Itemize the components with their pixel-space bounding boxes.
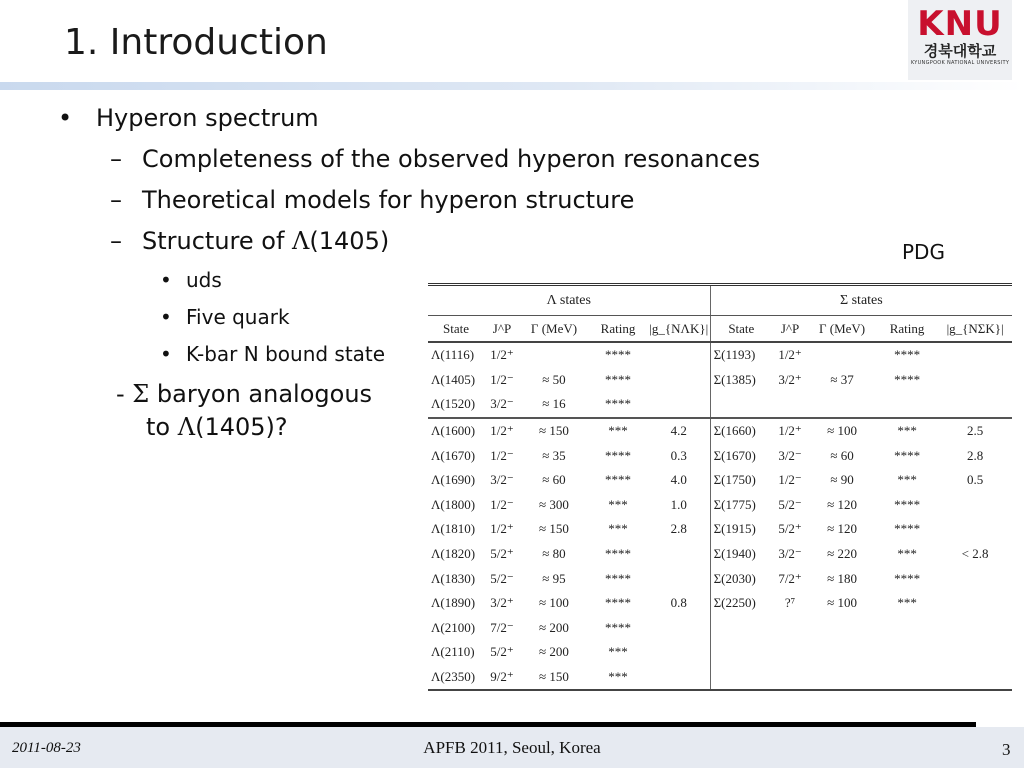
lambda-jp-cell: 9/2⁺	[484, 665, 520, 691]
table-row	[428, 517, 1012, 542]
sigma-rating-cell	[876, 665, 938, 691]
bullet-completeness	[110, 145, 760, 173]
lambda-coupling-cell	[648, 368, 710, 393]
sigma-width-cell: ≈ 120	[827, 521, 857, 537]
slide-title: 1. Introduction	[64, 22, 328, 63]
sigma-jp-cell: 5/2⁻	[778, 496, 802, 512]
lambda-rating-cell: ****	[605, 347, 631, 363]
title-bar	[0, 0, 1024, 90]
sigma-coupling-cell: 2.8	[966, 447, 984, 463]
table-row	[428, 443, 1012, 468]
sigma-rating-cell: ***	[897, 546, 917, 562]
table-row	[428, 493, 1012, 518]
lambda-coupling-cell: 4.2	[670, 423, 687, 439]
sigma-state-cell	[710, 392, 772, 418]
lambda-width-cell: ≈ 200	[539, 619, 569, 635]
lambda-jp-cell: 5/2⁺	[490, 546, 514, 562]
table-row	[428, 665, 1012, 691]
lambda-jp-cell: 1/2⁺	[490, 423, 514, 439]
lambda-state-cell: Λ(1520)	[428, 392, 484, 418]
table-row	[428, 418, 1012, 444]
lambda-coupling-cell	[648, 542, 710, 567]
lambda-rating-cell: ****	[605, 472, 631, 488]
lambda-width-cell: ≈ 60	[542, 472, 566, 488]
lambda-state-cell: Λ(2100)	[431, 619, 476, 635]
lambda-jp-cell: 5/2⁻	[490, 570, 514, 586]
sigma-state-cell	[710, 665, 772, 691]
sigma-jp-cell	[772, 640, 808, 665]
sigma-jp-cell: ?⁷	[784, 595, 796, 611]
lambda-coupling-cell: 1.0	[670, 496, 687, 512]
sigma-coupling-cell	[938, 517, 1012, 542]
col-header-width: Γ (MeV)	[520, 316, 588, 343]
to-prefix: to	[146, 413, 178, 441]
sigma-state-cell: Σ(1193)	[710, 342, 772, 368]
col-header-g-lambda: |g_{NΛK}|	[648, 316, 710, 343]
lambda-rating-cell: ***	[608, 423, 628, 439]
lambda-rating-cell: ****	[605, 619, 631, 635]
sigma-state-cell: Σ(1670)	[710, 443, 772, 468]
lambda-state-cell: Λ(1810)	[431, 521, 476, 537]
lambda-state-cell: Λ(1830)	[431, 570, 476, 586]
lambda-width-cell: ≈ 100	[539, 595, 569, 611]
to-lambda-line	[146, 413, 288, 441]
lambda-coupling-cell: 0.8	[670, 595, 687, 611]
logo-english-text: KYUNGPOOK NATIONAL UNIVERSITY	[910, 60, 1010, 66]
sigma-rating-cell	[876, 640, 938, 665]
lambda-coupling-cell: 2.8	[670, 521, 687, 537]
sigma-coupling-cell	[938, 566, 1012, 591]
sigma-rating-cell: ****	[894, 521, 921, 537]
sigma-width-cell: ≈ 60	[830, 447, 854, 463]
lambda-rating-cell: ****	[588, 392, 648, 418]
col-header-rating: Rating	[876, 316, 938, 343]
bullet-marker: •	[160, 305, 172, 329]
lambda-width-cell: ≈ 16	[520, 392, 588, 418]
lambda-rating-cell: ****	[605, 371, 631, 387]
sigma-width-cell	[808, 665, 876, 691]
sigma-group-header: Σ states	[710, 285, 1012, 316]
bullet-text: K-bar N bound state	[186, 342, 386, 366]
sigma-jp-cell: 5/2⁺	[778, 521, 802, 537]
to-suffix: (1405)?	[195, 413, 288, 441]
sigma-width-cell: ≈ 180	[827, 570, 857, 586]
sigma-width-cell	[808, 616, 876, 641]
lambda-state-cell: Λ(1405)	[431, 371, 476, 387]
dash-marker: –	[110, 227, 122, 255]
lambda-coupling-cell	[648, 342, 710, 368]
bullet-hyperon-spectrum	[58, 104, 319, 132]
bullet-marker: •	[160, 268, 172, 292]
lambda-jp-cell: 1/2⁻	[490, 371, 514, 387]
sigma-state-cell: Σ(1915)	[710, 517, 772, 542]
lambda-rating-cell: ***	[608, 644, 628, 660]
lambda-width-cell: ≈ 80	[542, 546, 566, 562]
table-row	[428, 616, 1012, 641]
sigma-text: baryon analogous	[149, 380, 373, 408]
lambda-jp-cell: 3/2⁺	[490, 595, 514, 611]
lambda-state-cell: Λ(1116)	[431, 347, 475, 363]
sigma-width-cell: ≈ 37	[830, 371, 854, 387]
lambda-state-cell: Λ(2110)	[431, 644, 475, 660]
sigma-state-cell	[710, 640, 772, 665]
sigma-width-cell: ≈ 120	[827, 496, 857, 512]
lambda-jp-cell: 1/2⁻	[490, 496, 514, 512]
lambda-width-cell: ≈ 150	[520, 665, 588, 691]
sigma-rating-cell: ****	[894, 447, 921, 463]
col-header-state: State	[428, 316, 484, 343]
bullet-text: Structure of	[142, 227, 293, 255]
table-row	[428, 640, 1012, 665]
lambda-state-cell: Λ(1820)	[431, 546, 476, 562]
sigma-jp-cell	[772, 616, 808, 641]
sigma-width-cell	[808, 640, 876, 665]
lambda-rating-cell: ****	[605, 570, 631, 586]
sigma-coupling-cell	[938, 640, 1012, 665]
sigma-state-cell: Σ(2030)	[710, 566, 772, 591]
bullet-text-suffix: (1405)	[309, 227, 390, 255]
sigma-coupling-cell	[938, 392, 1012, 418]
sigma-rating-cell: ****	[894, 496, 921, 512]
sigma-jp-cell: 3/2⁻	[778, 546, 802, 562]
bullet-five-quark	[160, 305, 290, 329]
lambda-coupling-cell	[648, 616, 710, 641]
lambda-coupling-cell	[648, 640, 710, 665]
hyperon-states-table	[428, 283, 1012, 691]
dash-marker: –	[110, 145, 122, 173]
sigma-width-cell: ≈ 100	[827, 423, 857, 439]
sigma-width-cell	[808, 342, 876, 368]
logo-main-text: KNU	[917, 4, 1003, 44]
footer-date: 2011-08-23	[12, 740, 81, 756]
sigma-state-cell: Σ(2250)	[710, 591, 772, 616]
lambda-symbol: Λ	[177, 413, 196, 441]
lambda-coupling-cell	[648, 392, 710, 418]
col-header-g-sigma: |g_{NΣK}|	[938, 316, 1012, 343]
lambda-width-cell: ≈ 200	[539, 644, 569, 660]
sigma-rating-cell	[876, 392, 938, 418]
lambda-jp-cell: 1/2⁺	[490, 347, 514, 363]
table-row	[428, 392, 1012, 418]
sigma-state-cell: Σ(1940)	[710, 542, 772, 567]
sigma-coupling-cell: < 2.8	[961, 546, 989, 562]
sigma-coupling-cell	[938, 368, 1012, 393]
title-strip	[0, 82, 1024, 90]
col-header-rating: Rating	[588, 316, 648, 343]
sigma-rating-cell: ***	[897, 423, 917, 439]
lambda-jp-cell: 1/2⁺	[490, 521, 514, 537]
bullet-theoretical-models	[110, 186, 634, 214]
table-body	[428, 342, 1012, 690]
sigma-coupling-cell	[938, 665, 1012, 691]
bullet-uds	[160, 268, 222, 292]
bullet-text: Theoretical models for hyperon structure	[142, 186, 635, 214]
lambda-state-cell: Λ(1800)	[431, 496, 476, 512]
sigma-rating-cell: ***	[897, 472, 917, 488]
col-header-jp: J^P	[484, 316, 520, 343]
lambda-rating-cell: ***	[608, 521, 628, 537]
footer-conference: APFB 2011, Seoul, Korea	[423, 738, 601, 757]
col-header-state: State	[710, 316, 772, 343]
sigma-state-cell	[710, 616, 772, 641]
bullet-text: Hyperon spectrum	[96, 104, 319, 132]
sigma-rating-cell	[876, 616, 938, 641]
lambda-coupling-cell	[648, 566, 710, 591]
sigma-jp-cell: 3/2⁻	[778, 447, 802, 463]
lambda-symbol: Λ	[292, 227, 310, 255]
lambda-rating-cell: ****	[605, 595, 631, 611]
lambda-jp-cell: 7/2⁻	[490, 619, 514, 635]
lambda-width-cell: ≈ 50	[542, 371, 566, 387]
footer-page-number: 3	[1002, 740, 1011, 759]
sigma-width-cell: ≈ 90	[830, 472, 854, 488]
sigma-jp-cell	[772, 392, 808, 418]
bullet-marker: •	[160, 342, 172, 366]
sigma-rating-cell: ***	[897, 595, 917, 611]
sigma-state-cell: Σ(1775)	[710, 493, 772, 518]
col-header-width: Γ (MeV)	[808, 316, 876, 343]
sigma-width-cell: ≈ 100	[827, 595, 857, 611]
lambda-rating-cell: ****	[605, 546, 631, 562]
lambda-jp-cell: 1/2⁻	[490, 447, 514, 463]
bullet-structure-lambda	[110, 227, 389, 255]
lambda-width-cell: ≈ 35	[542, 447, 566, 463]
table-row	[428, 368, 1012, 393]
lambda-jp-cell: 3/2⁻	[490, 472, 514, 488]
sigma-dash: -	[116, 380, 133, 408]
sigma-width-cell: ≈ 220	[827, 546, 857, 562]
sigma-rating-cell: ****	[894, 570, 921, 586]
lambda-state-cell: Λ(1690)	[431, 472, 476, 488]
table-row	[428, 468, 1012, 493]
logo-korean-text: 경북대학교	[923, 42, 997, 60]
lambda-coupling-cell	[648, 665, 710, 691]
sigma-coupling-cell	[938, 493, 1012, 518]
sigma-symbol: Σ	[132, 380, 150, 408]
lambda-state-cell: Λ(1670)	[431, 447, 476, 463]
dash-marker: –	[110, 186, 122, 214]
lambda-state-cell: Λ(2350)	[428, 665, 484, 691]
sigma-width-cell	[808, 392, 876, 418]
lambda-jp-cell: 3/2⁻	[484, 392, 520, 418]
bullet-text: Five quark	[186, 305, 290, 329]
table-row	[428, 542, 1012, 567]
lambda-width-cell: ≈ 150	[539, 521, 569, 537]
sigma-coupling-cell	[938, 591, 1012, 616]
sigma-jp-cell: 1/2⁻	[778, 472, 802, 488]
bullet-kbar-n	[160, 342, 385, 366]
lambda-jp-cell: 5/2⁺	[490, 644, 514, 660]
sigma-state-cell: Σ(1385)	[710, 368, 772, 393]
lambda-width-cell	[520, 342, 588, 368]
lambda-state-cell: Λ(1890)	[431, 595, 476, 611]
sigma-state-cell: Σ(1750)	[710, 468, 772, 493]
lambda-rating-cell: ***	[608, 496, 628, 512]
sigma-coupling-cell	[938, 616, 1012, 641]
table-row	[428, 342, 1012, 368]
lambda-width-cell: ≈ 150	[539, 423, 569, 439]
lambda-coupling-cell: 0.3	[670, 447, 687, 463]
lambda-rating-cell: ***	[588, 665, 648, 691]
bullet-text: Completeness of the observed hyperon resonances	[142, 145, 761, 173]
sigma-jp-cell	[772, 665, 808, 691]
table-row	[428, 591, 1012, 616]
lambda-rating-cell: ****	[605, 447, 631, 463]
lambda-group-header: Λ states	[428, 285, 710, 316]
sigma-jp-cell: 1/2⁺	[778, 423, 802, 439]
sigma-baryon-line	[116, 380, 372, 408]
sigma-coupling-cell: 0.5	[966, 472, 984, 488]
sigma-jp-cell: 3/2⁺	[778, 371, 802, 387]
lambda-width-cell: ≈ 300	[539, 496, 569, 512]
sigma-jp-cell: 7/2⁺	[778, 570, 802, 586]
knu-logo	[908, 0, 1012, 80]
sigma-rating-cell: ****	[894, 347, 921, 363]
sigma-state-cell: Σ(1660)	[710, 418, 772, 444]
lambda-coupling-cell: 4.0	[670, 472, 687, 488]
lambda-state-cell: Λ(1600)	[431, 423, 476, 439]
col-header-jp: J^P	[772, 316, 808, 343]
sigma-jp-cell: 1/2⁺	[778, 347, 802, 363]
bullet-text: uds	[186, 268, 222, 292]
bullet-marker: •	[58, 104, 73, 132]
sigma-coupling-cell: 2.5	[966, 423, 984, 439]
pdg-label: PDG	[902, 240, 945, 264]
sigma-coupling-cell	[938, 342, 1012, 368]
lambda-width-cell: ≈ 95	[542, 570, 566, 586]
table-row	[428, 566, 1012, 591]
sigma-rating-cell: ****	[894, 371, 921, 387]
